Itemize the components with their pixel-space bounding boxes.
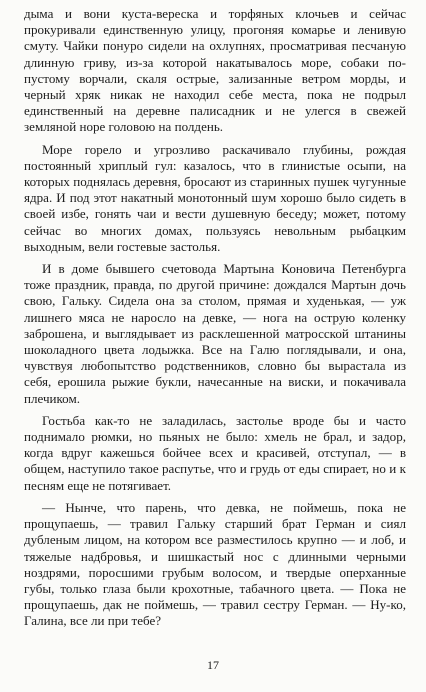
page-number: 17 <box>207 658 219 672</box>
paragraph-5: — Нынче, что парень, что девка, не поймешь, пока не прощупаешь, — травил Гальку старший брат Герман и сиял дубленым лицом, на котором все разместилось крупно — и лоб, и тяжелые надбровья, и шишкастый нос с длинными черными ноздрями, поросшими грубым волосом, и твердые оперханные губы, только глаза были крохотные, табачного цвета. — Пока не прощупаешь, дак не поймешь, — травил сестру Герман. — Ну-ко, Галина, все ли при тебе? <box>24 499 406 629</box>
paragraph-1: дыма и вони куста-вереска и торфяных клочьев и сейчас прокуривали единственную улицу, прогоняя комарье и ленивую смуту. Чайки понуро сидели на охлупнях, просматривая песчаную длинную гриву, из-за которой накатывалось море, собаки по-пустому ворчали, скаля острые, зализанные ветром морды, и черный хряк никак не находил себе места, пока не подрыл единственный на деревне палисадник и не улегся в свежей земляной норе головою на полдень. <box>24 6 406 135</box>
paragraph-3: И в доме бывшего счетовода Мартына Коновича Петенбурга тоже праздник, правда, по другой причине: дождался Мартын дочь свою, Гальку. Сидела она за столом, прямая и худенькая, — уж лишнего мяса не наросло на девке, — нога на острую коленку заброшена, и выглядывает из расклешенной матросской штанины шоколадного цвета лодыжка. Все на Галю поглядывали, и она, чувствуя любопытство родственников, словно бы вырастала из себя, ерошила рыжие букли, начесанные на виски, и покачивала плечиком. <box>24 261 406 406</box>
paragraph-4: Гостьба как-то не заладилась, застолье вроде бы и часто поднимало рюмки, но пьяных не было: хмель не брал, и задор, когда вдруг кажешься бойчее всех и красивей, отступал, — в общем, наступило такое распутье, что и грудь от еды спирает, но и к песням еще не потягивает. <box>24 412 406 493</box>
page-text <box>24 6 406 636</box>
paragraph-2: Море горело и угрозливо раскачивало глубины, рождая постоянный хриплый гул: казалось, что в глинистые осыпи, на которых поднялась деревня, бросают из старинных пушек чугунные ядра. И под этот накатный монотонный шум хорошо было сидеть в своей избе, гонять чаи и вести душевную беседу; может, потому сейчас во многих домах, пользуясь невольным рыбацким выходным, вели гостевые застолья. <box>24 141 406 254</box>
